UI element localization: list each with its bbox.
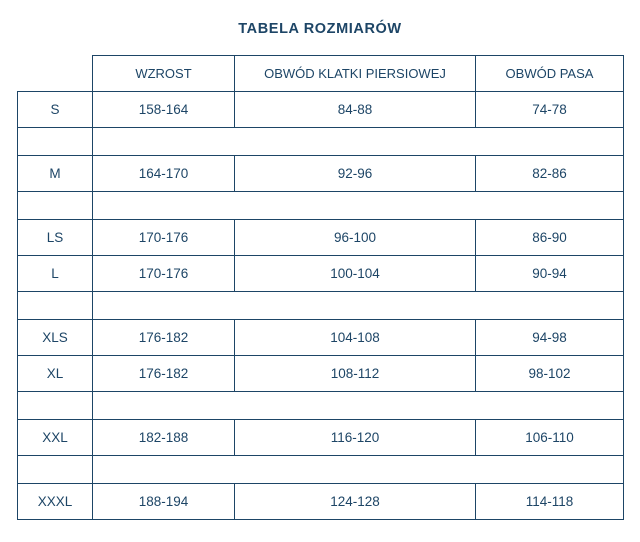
size-label: LS [18, 220, 93, 256]
cell-waist: 114-118 [476, 484, 624, 520]
table-row [18, 92, 624, 128]
cell-height: 158-164 [93, 92, 235, 128]
cell-height: 182-188 [93, 420, 235, 456]
cell-chest: 84-88 [235, 92, 476, 128]
spacer-cell [93, 392, 624, 420]
cell-waist: 86-90 [476, 220, 624, 256]
size-label: L [18, 256, 93, 292]
spacer-cell [93, 456, 624, 484]
cell-height: 164-170 [93, 156, 235, 192]
table-spacer-row [18, 192, 624, 220]
table-row [18, 356, 624, 392]
spacer-cell [18, 392, 93, 420]
spacer-cell [18, 192, 93, 220]
table-spacer-row [18, 128, 624, 156]
table-spacer-row [18, 292, 624, 320]
table-spacer-row [18, 392, 624, 420]
cell-height: 176-182 [93, 356, 235, 392]
cell-waist: 74-78 [476, 92, 624, 128]
size-table-container [0, 37, 640, 520]
table-row [18, 420, 624, 456]
spacer-cell [18, 292, 93, 320]
cell-height: 170-176 [93, 256, 235, 292]
cell-waist: 106-110 [476, 420, 624, 456]
cell-chest: 96-100 [235, 220, 476, 256]
size-label: XL [18, 356, 93, 392]
cell-chest: 100-104 [235, 256, 476, 292]
cell-chest: 104-108 [235, 320, 476, 356]
spacer-cell [18, 128, 93, 156]
table-spacer-row [18, 456, 624, 484]
size-label: M [18, 156, 93, 192]
table-row [18, 484, 624, 520]
cell-height: 188-194 [93, 484, 235, 520]
column-header-height: WZROST [93, 56, 235, 92]
cell-waist: 94-98 [476, 320, 624, 356]
cell-waist: 90-94 [476, 256, 624, 292]
column-header-chest: OBWÓD KLATKI PIERSIOWEJ [235, 56, 476, 92]
table-row [18, 156, 624, 192]
size-label: S [18, 92, 93, 128]
cell-height: 176-182 [93, 320, 235, 356]
column-header-waist: OBWÓD PASA [476, 56, 624, 92]
cell-chest: 92-96 [235, 156, 476, 192]
size-table [17, 55, 624, 520]
cell-chest: 108-112 [235, 356, 476, 392]
size-label: XXXL [18, 484, 93, 520]
spacer-cell [93, 128, 624, 156]
table-row [18, 256, 624, 292]
cell-waist: 98-102 [476, 356, 624, 392]
table-corner-cell [18, 56, 93, 92]
size-label: XLS [18, 320, 93, 356]
cell-waist: 82-86 [476, 156, 624, 192]
table-header-row [18, 56, 624, 92]
spacer-cell [93, 192, 624, 220]
cell-chest: 124-128 [235, 484, 476, 520]
spacer-cell [93, 292, 624, 320]
table-row [18, 320, 624, 356]
cell-chest: 116-120 [235, 420, 476, 456]
size-label: XXL [18, 420, 93, 456]
table-row [18, 220, 624, 256]
cell-height: 170-176 [93, 220, 235, 256]
page-title: TABELA ROZMIARÓW [238, 21, 402, 37]
spacer-cell [18, 456, 93, 484]
